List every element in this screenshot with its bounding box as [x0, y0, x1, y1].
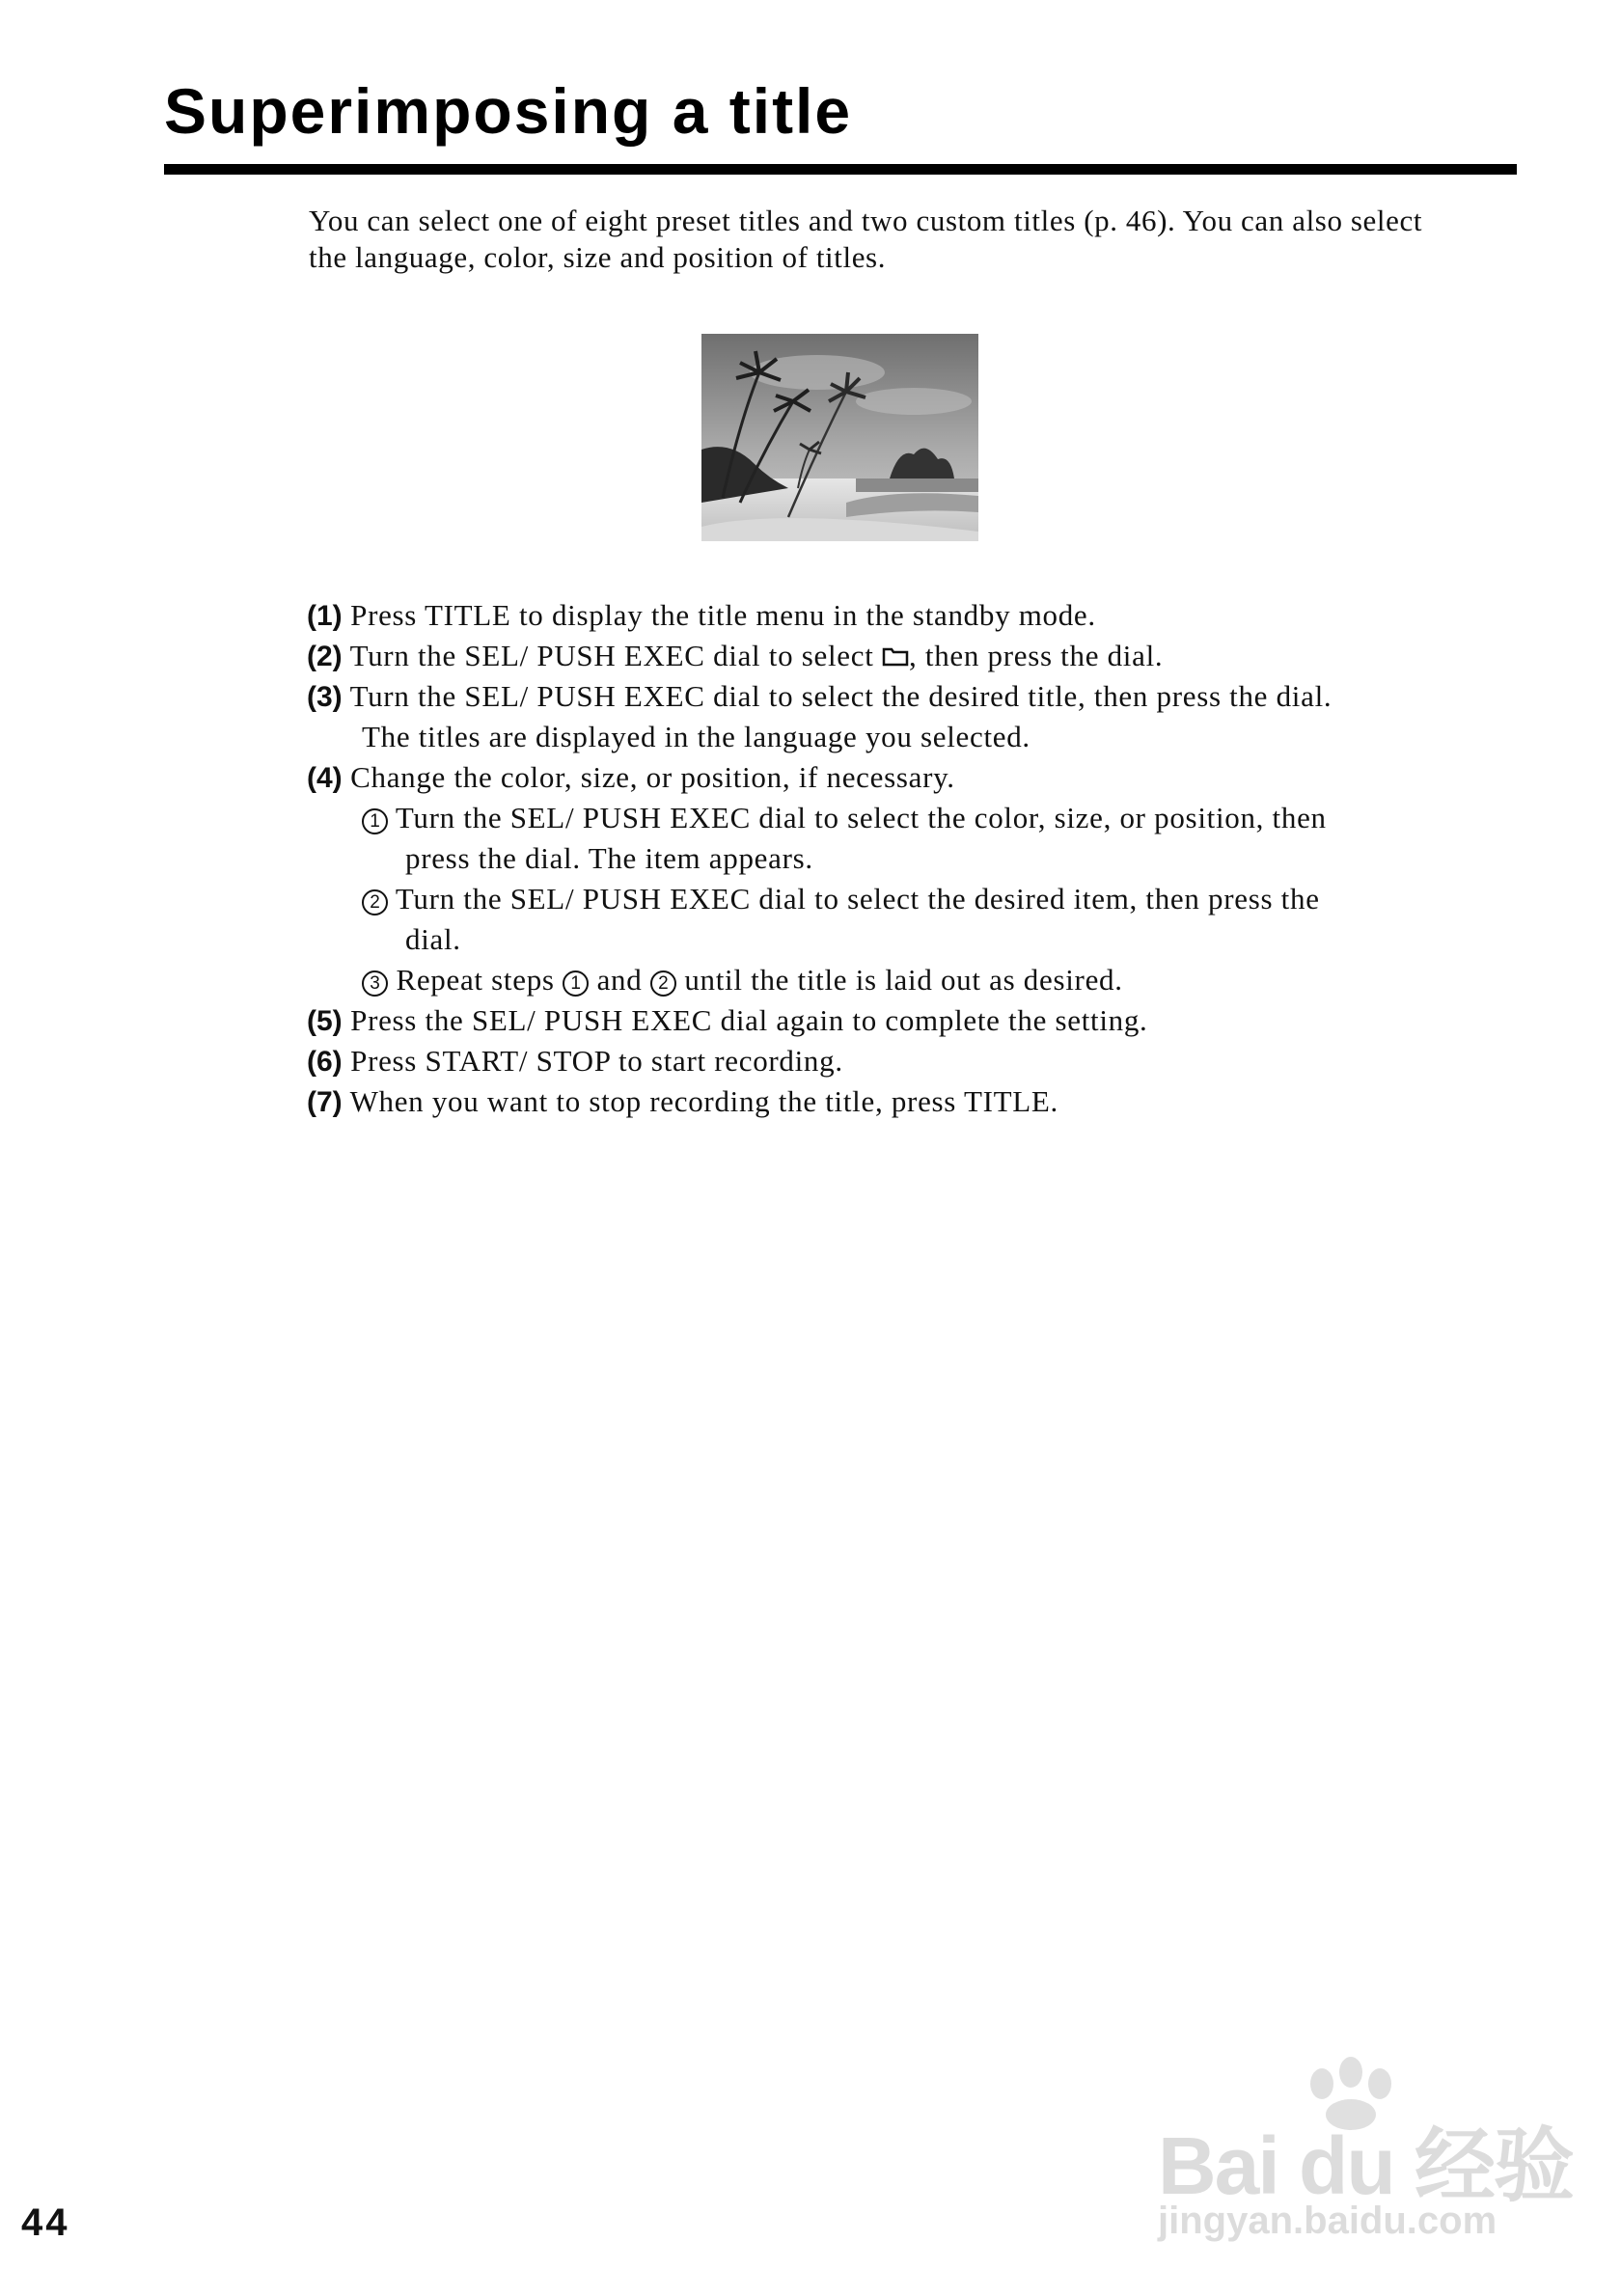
page-number: 44 — [21, 2201, 70, 2244]
step-number: (7) — [307, 1086, 343, 1118]
step-3 — [307, 677, 1332, 716]
step-text: The titles are displayed in the language you selected. — [362, 720, 1030, 753]
step-number: (6) — [307, 1046, 343, 1078]
substep-text: Repeat steps — [396, 963, 555, 997]
title-rule — [164, 164, 1517, 175]
step-number: (1) — [307, 600, 343, 632]
intro-line-1: You can select one of eight preset titles and two custom titles (p. 46). You can also select — [309, 204, 1423, 237]
baidu-watermark — [1148, 2055, 1574, 2257]
substep-2-cont — [405, 920, 461, 959]
substep-text: until the title is laid out as desired. — [684, 963, 1123, 997]
step-number: (5) — [307, 1005, 343, 1037]
watermark-main-text: Bai du 经验 — [1158, 2120, 1574, 2211]
substep-3 — [362, 961, 1123, 999]
substep-text: Turn the SEL/ PUSH EXEC dial to select the color, size, or position, then — [395, 801, 1327, 834]
title-folder-icon — [882, 645, 909, 667]
substep-text: Turn the SEL/ PUSH EXEC dial to select the desired item, then press the — [395, 882, 1320, 916]
step-6 — [307, 1042, 843, 1080]
step-text: Turn the SEL/ PUSH EXEC dial to select — [349, 639, 874, 672]
step-text: Press the SEL/ PUSH EXEC dial again to complete the setting. — [350, 1003, 1148, 1037]
watermark-url: jingyan.baidu.com — [1158, 2200, 1497, 2242]
step-number: (2) — [307, 641, 343, 672]
beach-photo — [701, 334, 978, 541]
circled-number-1-icon: 1 — [563, 970, 589, 997]
substep-text: press the dial. The item appears. — [405, 841, 813, 875]
step-number: (3) — [307, 681, 343, 713]
step-text: Press START/ STOP to start recording. — [350, 1044, 843, 1078]
substep-2 — [362, 880, 1320, 918]
intro-line-2: the language, color, size and position of titles. — [309, 240, 887, 274]
step-1 — [307, 596, 1096, 635]
substep-1 — [362, 799, 1327, 837]
substep-text: dial. — [405, 922, 461, 956]
page-title: Superimposing a title — [164, 75, 853, 147]
beach-palm-photo-icon — [701, 334, 978, 541]
step-4 — [307, 758, 955, 797]
substep-text: and — [596, 963, 643, 997]
intro-paragraph — [309, 203, 1525, 276]
step-text: Change the color, size, or position, if necessary. — [350, 760, 955, 794]
step-text-cont: , then press the dial. — [909, 639, 1164, 672]
step-3-cont — [362, 718, 1030, 756]
circled-number-2-icon: 2 — [362, 889, 388, 916]
step-2 — [307, 637, 1163, 675]
step-7 — [307, 1082, 1058, 1121]
step-text: Press TITLE to display the title menu in the standby mode. — [350, 598, 1096, 632]
substep-1-cont — [405, 839, 813, 878]
circled-number-3-icon: 3 — [362, 970, 388, 997]
step-number: (4) — [307, 762, 343, 794]
circled-number-2-icon: 2 — [650, 970, 676, 997]
step-text: Turn the SEL/ PUSH EXEC dial to select the desired title, then press the dial. — [349, 679, 1333, 713]
step-5 — [307, 1001, 1148, 1040]
circled-number-1-icon: 1 — [362, 808, 388, 834]
step-text: When you want to stop recording the title, press TITLE. — [349, 1084, 1058, 1118]
